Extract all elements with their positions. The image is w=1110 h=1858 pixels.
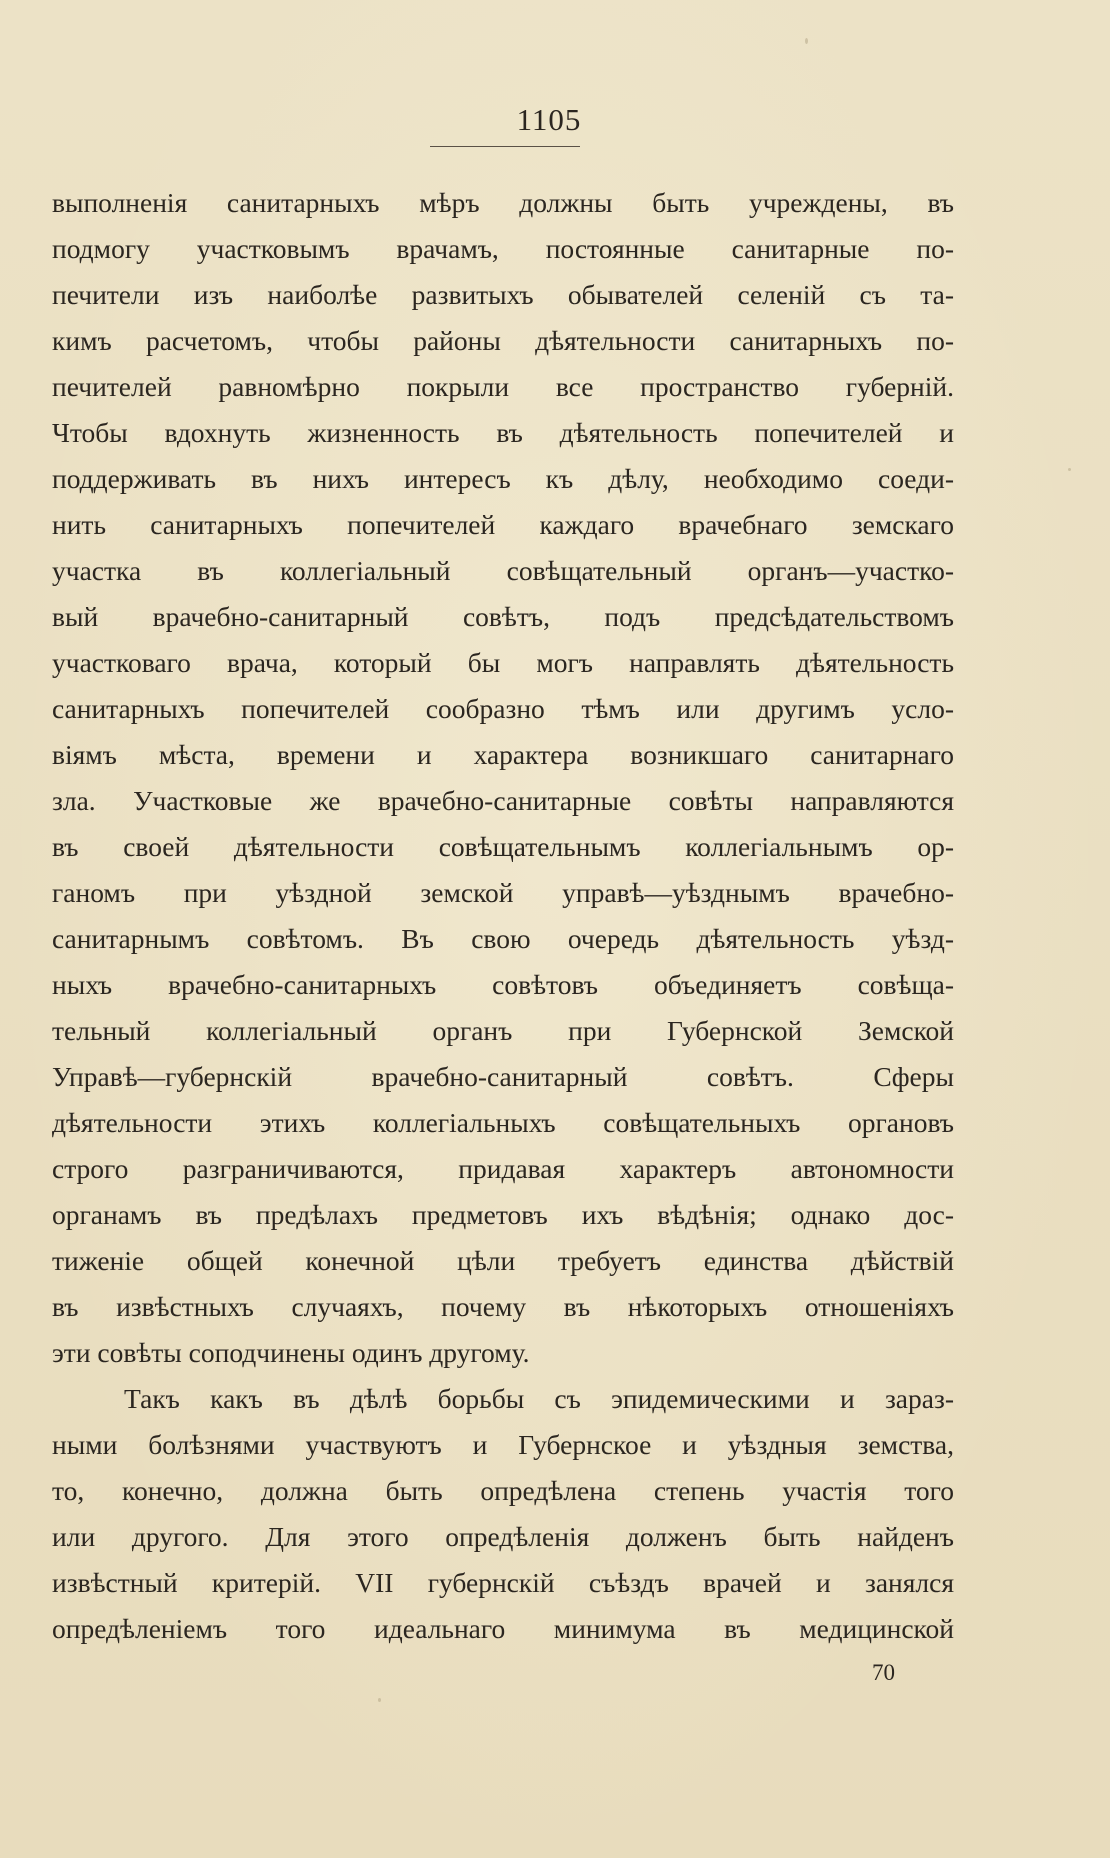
text-line: въ извѣстныхъ случаяхъ, почему въ нѣкоторыхъ отношеніяхъ	[52, 1291, 954, 1322]
paragraph-2	[52, 1376, 954, 1652]
text-line: Управѣ—губернскій врачебно-санитарный совѣтъ. Сферы	[52, 1061, 954, 1092]
text-line: санитарнымъ совѣтомъ. Въ свою очередь дѣятельность уѣзд-	[52, 923, 954, 954]
text-line: участковаго врача, который бы могъ направлять дѣятельность	[52, 647, 954, 678]
text-line: Такъ какъ въ дѣлѣ борьбы съ эпидемическими и зараз-	[124, 1383, 954, 1414]
text-line: тиженіе общей конечной цѣли требуетъ единства дѣйствій	[52, 1245, 954, 1276]
paper-speck	[1068, 468, 1071, 471]
text-line: ныхъ врачебно-санитарныхъ совѣтовъ объединяетъ совѣща-	[52, 969, 954, 1000]
page-header	[0, 100, 1110, 140]
text-line: строго разграничиваются, придавая характеръ автономности	[52, 1153, 954, 1184]
text-line: участка въ коллегіальный совѣщательный органъ—участко-	[52, 555, 954, 586]
text-line: Чтобы вдохнуть жизненность въ дѣятельность попечителей и	[52, 417, 954, 448]
text-line: кимъ расчетомъ, чтобы районы дѣятельности санитарныхъ по-	[52, 325, 954, 356]
text-line: опредѣленіемъ того идеальнаго минимума въ медицинской	[52, 1613, 954, 1644]
text-line: подмогу участковымъ врачамъ, постоянные санитарные по-	[52, 233, 954, 264]
text-line: извѣстный критерій. VII губернскій съѣздъ врачей и занялся	[52, 1567, 954, 1598]
paragraph-1	[52, 180, 954, 1376]
text-line: печителей равномѣрно покрыли все пространство губерній.	[52, 371, 954, 402]
text-line: санитарныхъ попечителей сообразно тѣмъ или другимъ усло-	[52, 693, 954, 724]
signature-mark: 70	[872, 1660, 895, 1685]
text-line: тельный коллегіальный органъ при Губернской Земской	[52, 1015, 954, 1046]
text-line: въ своей дѣятельности совѣщательнымъ коллегіальнымъ ор-	[52, 831, 954, 862]
text-line: нить санитарныхъ попечителей каждаго врачебнаго земскаго	[52, 509, 954, 540]
text-line: эти совѣты соподчинены одинъ другому.	[52, 1337, 530, 1368]
body-text	[52, 180, 954, 1652]
text-line: или другого. Для этого опредѣленія долженъ быть найденъ	[52, 1521, 954, 1552]
text-line: ными болѣзнями участвуютъ и Губернское и уѣздныя земства,	[52, 1429, 954, 1460]
text-line: органамъ въ предѣлахъ предметовъ ихъ вѣдѣнія; однако дос-	[52, 1199, 954, 1230]
text-line: дѣятельности этихъ коллегіальныхъ совѣщательныхъ органовъ	[52, 1107, 954, 1138]
text-line: то, конечно, должна быть опредѣлена степень участія того	[52, 1475, 954, 1506]
text-line: печители изъ наиболѣе развитыхъ обывателей селеній съ та-	[52, 279, 954, 310]
text-line: ганомъ при уѣздной земской управѣ—уѣзднымъ врачебно-	[52, 877, 954, 908]
text-line: віямъ мѣста, времени и характера возникшаго санитарнаго	[52, 739, 954, 770]
page-number: 1105	[516, 102, 582, 137]
paper-speck	[378, 1698, 381, 1702]
text-line: вый врачебно-санитарный совѣтъ, подъ предсѣдательствомъ	[52, 601, 954, 632]
header-rule	[430, 146, 580, 147]
text-line: зла. Участковые же врачебно-санитарные совѣты направляются	[52, 785, 954, 816]
paper-speck	[805, 38, 808, 44]
text-line: поддерживать въ нихъ интересъ къ дѣлу, необходимо соеди-	[52, 463, 954, 494]
text-line: выполненія санитарныхъ мѣръ должны быть учреждены, въ	[52, 187, 954, 218]
